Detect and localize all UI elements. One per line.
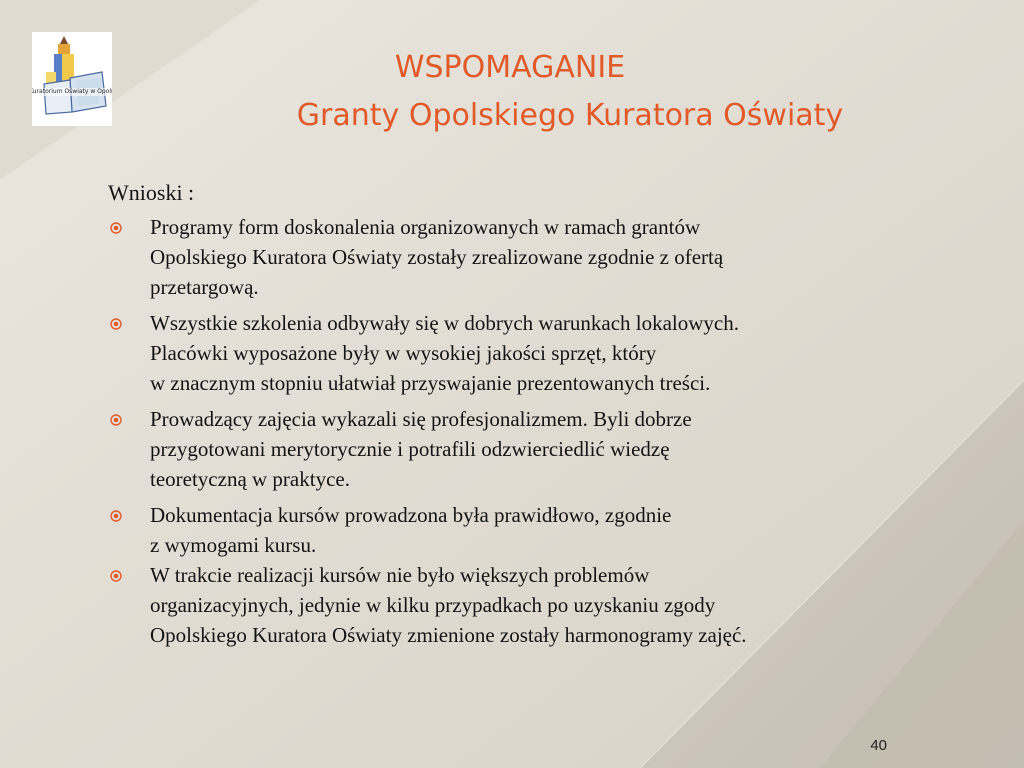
- page-number: 40: [870, 737, 887, 754]
- bullet-circle-icon: [110, 222, 122, 234]
- list-item: [108, 560, 928, 650]
- list-item-text: Dokumentacja kursów prowadzona była prawidłowo, zgodnie z wymogami kursu.: [150, 503, 672, 557]
- slide-content: [108, 178, 928, 656]
- slide-title: [0, 50, 1024, 85]
- bullet-circle-icon: [110, 570, 122, 582]
- list-item-text: W trakcie realizacji kursów nie było większych problemów organizacyjnych, jedynie w kilku przypadkach po uzyskaniu zgody Opolskiego Kuratora Oświaty zmienione zostały harmonogramy zajęć.: [150, 563, 747, 647]
- bullet-circle-icon: [110, 510, 122, 522]
- bullet-list: [108, 212, 928, 650]
- list-item: [108, 308, 928, 398]
- section-heading: Wnioski :: [108, 180, 195, 205]
- list-item-text: Wszystkie szkolenia odbywały się w dobrych warunkach lokalowych. Placówki wyposażone były w wysokiej jakości sprzęt, który w znacznym stopniu ułatwiał przyswajanie prezentowanych treści.: [150, 311, 740, 395]
- list-item: [108, 212, 928, 302]
- bullet-circle-icon: [110, 414, 122, 426]
- bullet-circle-icon: [110, 318, 122, 330]
- slide-title-text: WSPOMAGANIE: [394, 50, 626, 85]
- list-item-text: Prowadzący zajęcia wykazali się profesjonalizmem. Byli dobrze przygotowani merytorycznie i potrafili odzwierciedlić wiedzę teoretyczną w praktyce.: [150, 407, 692, 491]
- list-item: [108, 404, 928, 494]
- slide-subtitle: Granty Opolskiego Kuratora Oświaty: [296, 98, 844, 133]
- logo-text: Kuratorium Oświaty w Opolu: [32, 88, 112, 95]
- list-item-text: Programy form doskonalenia organizowanych w ramach grantów Opolskiego Kuratora Oświaty zostały zrealizowane zgodnie z ofertą przetargową.: [150, 215, 724, 299]
- list-item: [108, 500, 928, 560]
